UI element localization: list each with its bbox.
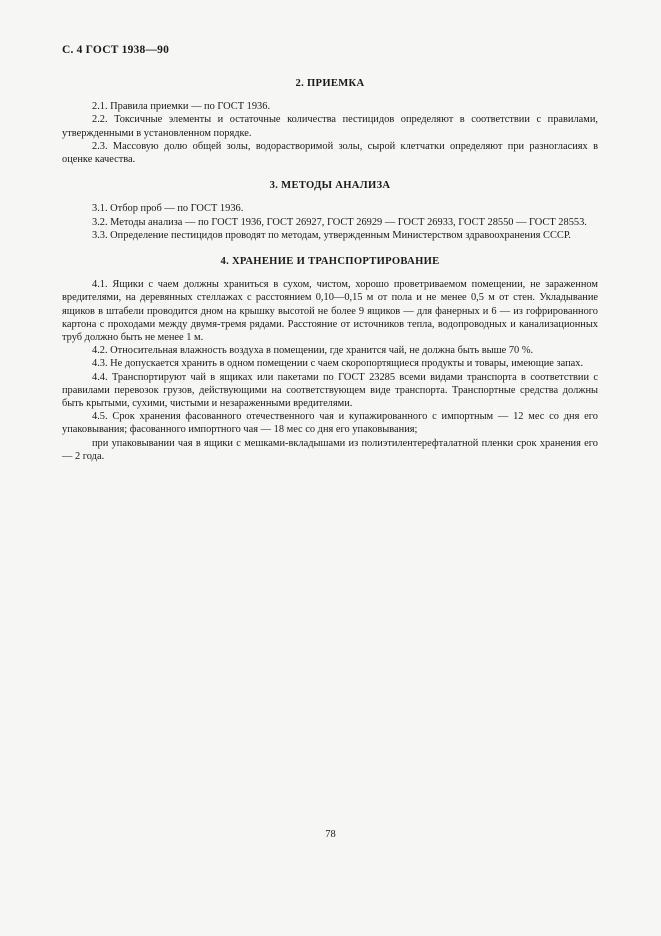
paragraph: 4.2. Относительная влажность воздуха в помещении, где хранится чай, не должна быть выше 70 %.	[92, 345, 534, 357]
paragraph: 2.1. Правила приемки — по ГОСТ 1936.	[92, 101, 271, 113]
paragraph: при упаковывании чая в ящики с мешками-вкладышами из полиэтилентерефталатной пленки срок хранения его — 2 года.	[62, 437, 598, 462]
paragraph: 3.3. Определение пестицидов проводят по методам, утвержденным Министерством здравоохранения СССР.	[92, 229, 571, 241]
paragraph: 4.1. Ящики с чаем должны храниться в сухом, чистом, хорошо проветриваемом помещении, не зараженном вредителями, на деревянных стеллажах с расстоянием 0,10—0,15 м от пола и не менее 0,5 м от стен. Укладывание ящиков в штабели проводится дном на крышку высотой не более 9 ящиков — для фанерных и 6 — из гофрированного картона с проходами между двумя-тремя рядами. Расстояние от источников тепла, водопроводных и канализационных труб должно быть не менее 1 м.	[62, 279, 598, 344]
section-title: 4. ХРАНЕНИЕ И ТРАНСПОРТИРОВАНИЕ	[220, 256, 440, 268]
section-acceptance	[62, 77, 598, 166]
paragraph: 4.4. Транспортируют чай в ящиках или пакетами по ГОСТ 23285 всеми видами транспорта в соответствии с правилами перевозок грузов, действующими на соответствующем виде транспорта. Транспортные средства должны быть крытыми, сухими, чистыми и незараженными вредителями.	[62, 371, 598, 410]
page-header: С. 4 ГОСТ 1938—90	[62, 44, 170, 56]
paragraph: 4.5. Срок хранения фасованного отечественного чая и купажированного с импортным — 12 мес со дня его упаковывания; фасованного импортного чая — 18 мес со дня его упаковывания;	[62, 411, 598, 436]
paragraph: 2.2. Токсичные элементы и остаточные количества пестицидов определяют в соответствии с правилами, утвержденными в установленном порядке.	[62, 114, 598, 139]
section-analysis-methods	[62, 179, 598, 242]
paragraph: 4.3. Не допускается хранить в одном помещении с чаем скоропортящиеся продукты и товары, имеющие запах.	[92, 358, 584, 370]
page-number: 78	[325, 829, 336, 840]
section-title: 2. ПРИЕМКА	[295, 78, 365, 89]
document-body	[62, 77, 598, 463]
paragraph: 3.1. Отбор проб — по ГОСТ 1936.	[92, 203, 244, 215]
section-title: 3. МЕТОДЫ АНАЛИЗА	[269, 180, 391, 192]
paragraph: 2.3. Массовую долю общей золы, водорастворимой золы, сырой клетчатки определяют при разногласиях в оценке качества.	[62, 140, 598, 166]
section-storage-transport	[62, 255, 598, 463]
paragraph: 3.2. Методы анализа — по ГОСТ 1936, ГОСТ 26927, ГОСТ 26929 — ГОСТ 26933, ГОСТ 28550 — ГОСТ 28553.	[92, 216, 587, 228]
